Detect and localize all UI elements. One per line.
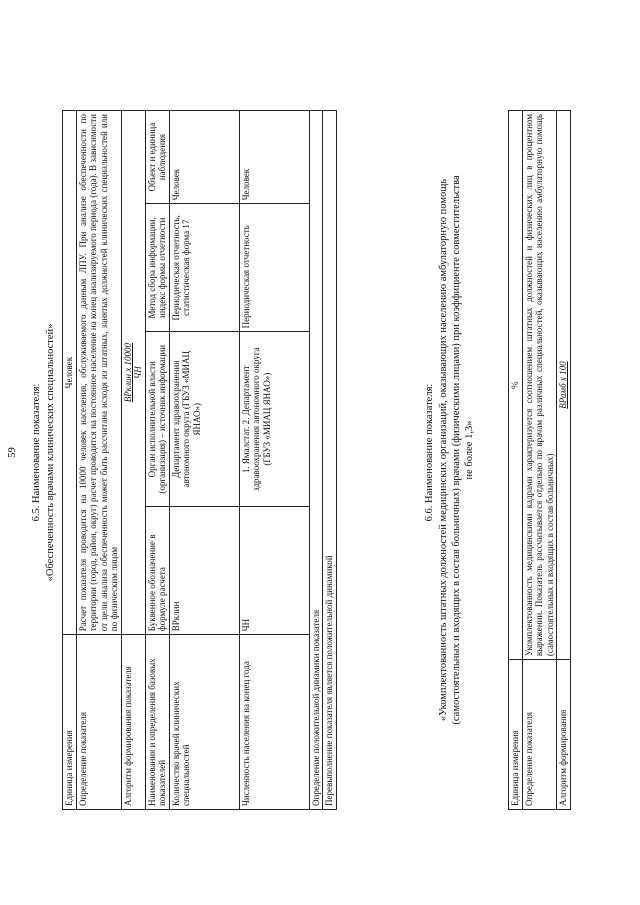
row-label: Алгоритм формирования	[557, 660, 571, 810]
section-6-5-title: «Обеспеченность врачами клинических специальностей»	[45, 323, 56, 582]
cell: Количество врачей клинических специальностей	[169, 635, 239, 810]
table-row	[509, 111, 523, 810]
section-6-6-title: «Укомплектованность штатных должностей медицинских организаций, оказывающих населению амбулаторную помощь (самостоятельных и входящих в состав больничных) врачами (физическими лицами) при коэффициенте совместительства не более 1,3»	[438, 175, 475, 725]
table-row	[557, 111, 571, 810]
table-row	[309, 111, 323, 810]
cell: Перевыполнение показателя является положительной динамикой	[323, 111, 337, 810]
table-row	[76, 111, 121, 810]
table-row	[323, 111, 337, 810]
cell: Численность населения на конец года	[239, 635, 309, 810]
section-6-6-heading: 6.6. Наименование показателя:	[424, 383, 435, 522]
table-row	[121, 111, 145, 810]
row-label: Наименования и определения базовых показателей	[145, 635, 169, 810]
row-label: Единица измерения	[63, 635, 77, 810]
cell: Человек	[239, 111, 309, 204]
table-row	[145, 111, 169, 810]
row-label: Единица измерения	[509, 660, 523, 810]
cell: Человек	[169, 111, 239, 204]
formula-numerator: ВРклин х 10000	[122, 342, 133, 403]
table-6-5	[62, 110, 337, 810]
table-row	[63, 111, 77, 810]
row-label: Определение показателя	[76, 635, 121, 810]
cell: ЧН	[239, 507, 309, 635]
formula: ВРамб х 100	[557, 111, 571, 660]
row-label: Определение показателя	[522, 660, 557, 810]
cell: Периодическая отчетность	[239, 204, 309, 332]
row-value: %	[509, 111, 523, 660]
formula-denominator: ЧН	[133, 366, 143, 379]
cell: ВРклин	[169, 507, 239, 635]
table-row	[169, 111, 239, 810]
page-number: 59	[7, 447, 18, 458]
cell: Периодическая отчетность, статистическая форма 17	[169, 204, 239, 332]
col-header: Метод сбора информации, индекс формы отчетности	[145, 204, 169, 332]
row-value: Расчет показателя проводится на 10000 человек населения, обслуживаемого данным ЛПУ. При анализе обеспеченности по территории (город, район, округ) расчет проводится на постоянное население на конец анализируемого периода (года). В зависимости от цели анализа обеспеченность может быть рассчитана исходя из штатных, занятых должностей клинических специальностей или по физическим лицам	[76, 111, 121, 635]
cell: Определение положительной динамики показателя	[309, 111, 323, 810]
table-row	[522, 111, 557, 810]
row-label: Алгоритм формирования показателя	[121, 635, 145, 810]
formula	[121, 111, 145, 635]
table-row	[239, 111, 309, 810]
table-6-6	[508, 110, 571, 810]
col-header: Буквенное обозначение в формуле расчета	[145, 507, 169, 635]
col-header: Объект и единица наблюдения	[145, 111, 169, 204]
row-value: Человек	[63, 111, 77, 635]
cell: Департамент здравоохранения автономного округа (ГБУЗ «МИАЦ ЯНАО»)	[169, 332, 239, 507]
row-value: Укомплектованность медицинскими кадрами характеризуется соотношением штатных должностей и физических лиц в процентном выражении. Показатель рассчитывается отдельно по врачам различных специальностей, оказывающих населению амбулаторную помощь (самостоятельных и входящих в состав больничных)	[522, 111, 557, 660]
col-header: Орган исполнительной власти (организация) – источник информации	[145, 332, 169, 507]
section-6-5-heading: 6.5. Наименование показателя:	[31, 383, 42, 522]
cell: 1. Ямалстат. 2. Департамент здравоохранения автономного округа (ГБУЗ «МИАЦ ЯНАО»)	[239, 332, 309, 507]
